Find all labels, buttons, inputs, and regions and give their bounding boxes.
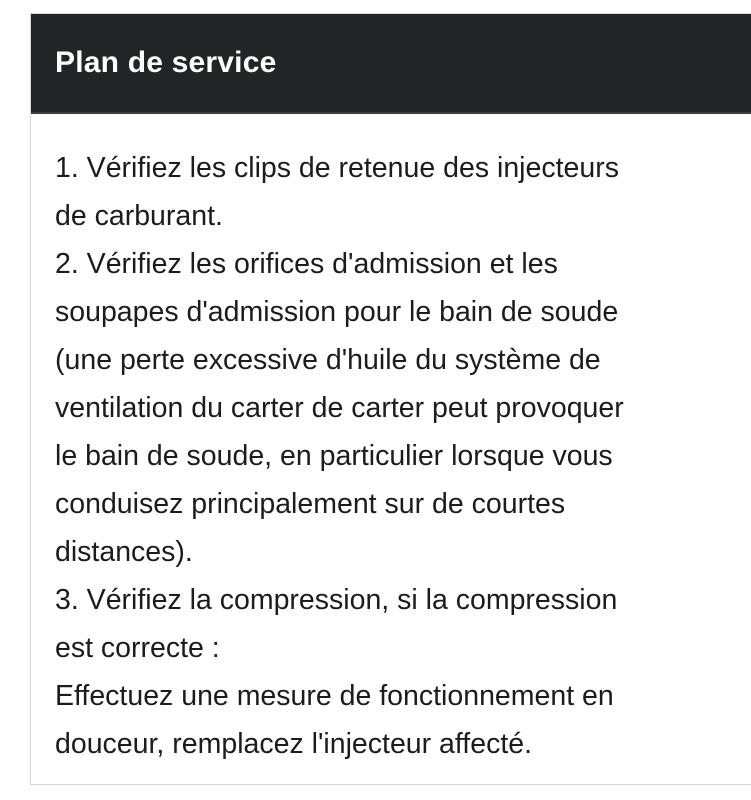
instruction-line: soupapes d'admission pour le bain de soude [55, 296, 619, 328]
instruction-line: conduisez principalement sur de courtes [55, 488, 566, 520]
instruction-line: 1. Vérifiez les clips de retenue des injecteurs [55, 152, 619, 184]
instruction-line: distances). [55, 536, 193, 568]
instruction-line: 3. Vérifiez la compression, si la compression [55, 584, 618, 616]
instruction-line: ventilation du carter de carter peut provoquer [55, 392, 624, 424]
instruction-line: douceur, remplacez l'injecteur affecté. [55, 728, 533, 760]
card-body [31, 114, 751, 768]
instruction-line: est correcte : [55, 632, 220, 664]
instruction-line: (une perte excessive d'huile du système de [55, 344, 601, 376]
instruction-line: Effectuez une mesure de fonctionnement en [55, 680, 614, 712]
card-header [31, 14, 751, 114]
instruction-line: le bain de soude, en particulier lorsque vous [55, 440, 613, 472]
instruction-line: 2. Vérifiez les orifices d'admission et les [55, 248, 558, 280]
card-title: Plan de service [55, 46, 277, 79]
instruction-line: de carburant. [55, 200, 223, 232]
service-plan-card [30, 13, 751, 785]
